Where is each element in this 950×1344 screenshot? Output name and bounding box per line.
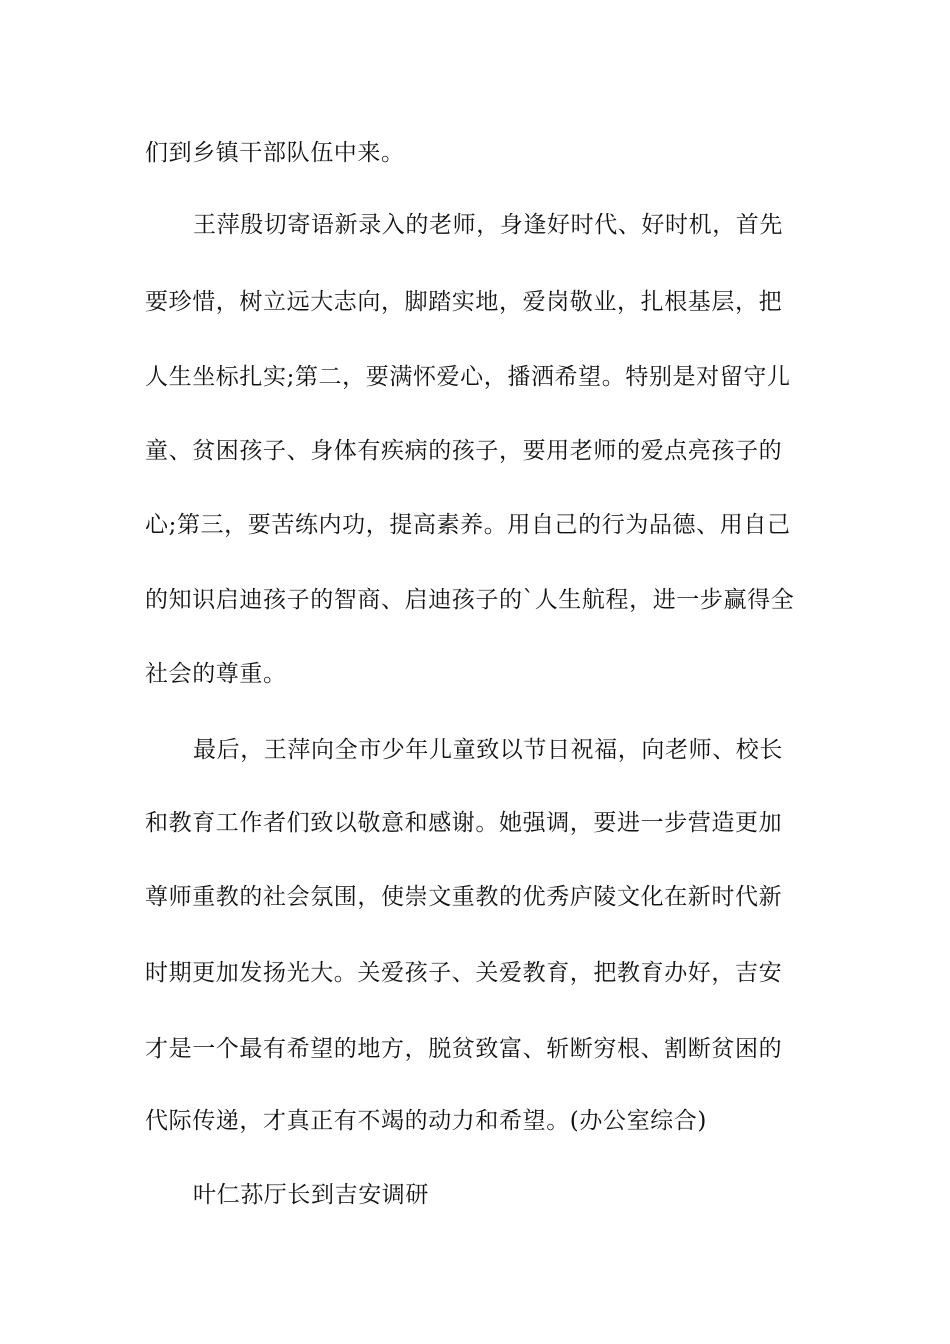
text-line: 最后，王萍向全市少年儿童致以节日祝福，向老师、校长: [193, 737, 783, 763]
text-line: 的知识启迪孩子的智商、启迪孩子的`人生航程，进一步赢得全: [145, 587, 795, 613]
section-heading: 叶仁荪厅长到吉安调研: [193, 1182, 429, 1208]
text-line: 心;第三，要苦练内功，提高素养。用自己的行为品德、用自己: [145, 512, 791, 538]
text-line: 代际传递，才真正有不竭的动力和希望。(办公室综合): [145, 1108, 707, 1134]
text-line: 时期更加发扬光大。关爱孩子、关爱教育，把教育办好，吉安: [145, 960, 783, 986]
text-line: 尊师重教的社会氛围，使崇文重教的优秀庐陵文化在新时代新: [145, 884, 783, 910]
text-line: 和教育工作者们致以敬意和感谢。她强调，要进一步营造更加: [145, 810, 783, 836]
text-line: 要珍惜，树立远大志向，脚踏实地，爱岗敬业，扎根基层，把: [145, 289, 783, 315]
text-line: 王萍殷切寄语新录入的老师，身逢好时代、好时机，首先: [193, 212, 783, 238]
text-line: 社会的尊重。: [145, 661, 287, 687]
text-line: 们到乡镇干部队伍中来。: [145, 140, 405, 166]
text-line: 童、贫困孩子、身体有疾病的孩子，要用老师的爱点亮孩子的: [145, 438, 783, 464]
text-line: 才是一个最有希望的地方，脱贫致富、斩断穷根、割断贫困的: [145, 1036, 783, 1062]
text-line: 人生坐标扎实;第二，要满怀爱心，播洒希望。特别是对留守儿: [145, 364, 791, 390]
